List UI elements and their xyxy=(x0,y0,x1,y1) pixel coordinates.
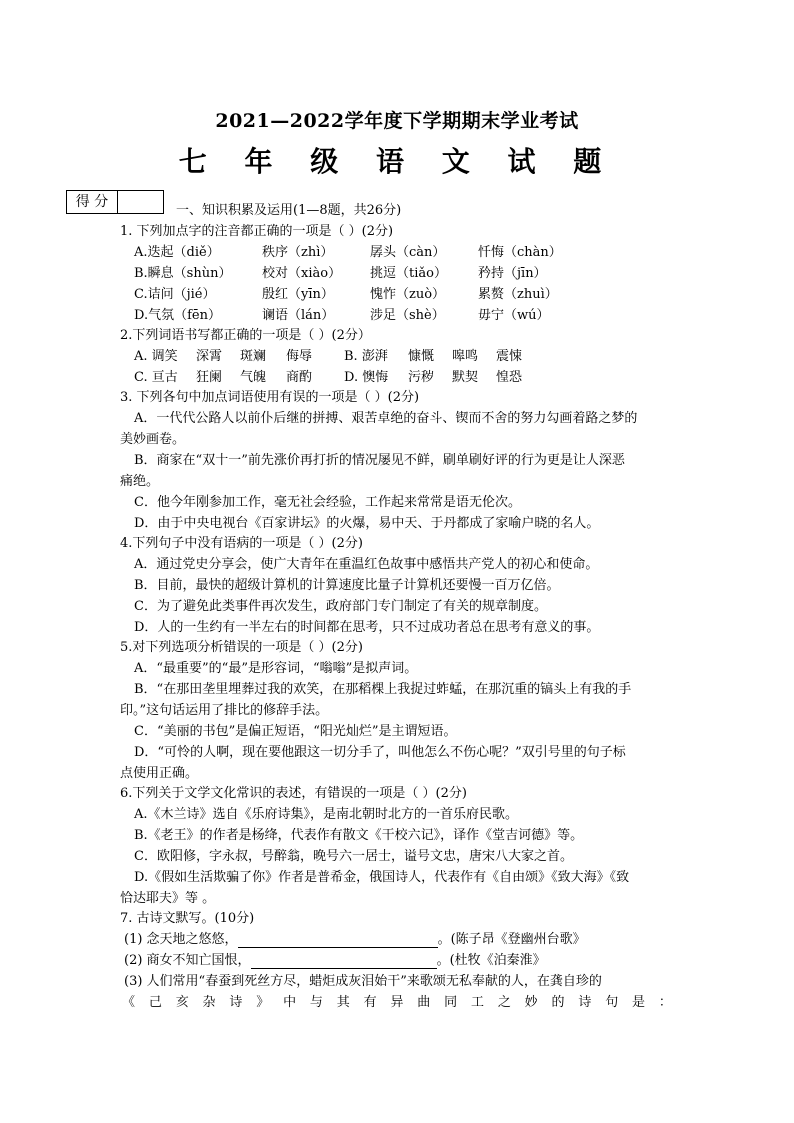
exam-title: 2021—2022学年度下学期期末学业考试 xyxy=(215,110,579,132)
q7-line-1-text: (1) 念天地之悠悠， xyxy=(124,932,238,947)
q1-option-item: 累赘（zhuì） xyxy=(478,287,558,302)
q7-line-4-char: 诗 xyxy=(578,995,592,1010)
q1-option-item: 涉足（shè） xyxy=(370,308,445,323)
q1-stem: 1. 下列加点字的注音都正确的一项是（ ）(2分) xyxy=(120,224,394,239)
q5-option-b-cont: 印。”这句话运用了排比的修辞手法。 xyxy=(120,703,329,718)
q7-line-4-char: 妙 xyxy=(524,995,538,1010)
score-label: 得 分 xyxy=(67,191,118,213)
q1-option-item: B.瞬息（shùn） xyxy=(134,266,232,281)
q7-line-4-char: 同 xyxy=(444,995,458,1010)
q2-option-item: 狂阑 xyxy=(196,370,223,385)
q6-option-c: C．欧阳修，字永叔，号醉翁，晚号六一居士，谥号文忠，唐宋八大家之首。 xyxy=(134,849,573,864)
q2-option-item: 侮辱 xyxy=(286,349,313,364)
q2-option-item: 气魄 xyxy=(240,370,267,385)
q1-option-item: A.迭起（diě） xyxy=(134,245,220,260)
q7-line-4-char: 己 xyxy=(148,995,162,1010)
score-box xyxy=(66,190,164,214)
q7-line-4-char: 《 xyxy=(122,995,136,1010)
q4-option-a: A．通过党史分享会，使广大青年在重温红色故事中感悟共产党人的初心和使命。 xyxy=(134,557,599,572)
q2-option-item: 商酌 xyxy=(286,370,313,385)
q3-option-c: C．他今年刚参加工作，毫无社会经验，工作起来常常是语无伦次。 xyxy=(134,495,521,510)
q7-stem: 7. 古诗文默写。(10分) xyxy=(120,911,255,926)
section-heading: 一、知识积累及运用(1—8题，共26分) xyxy=(176,203,402,218)
q5-option-b: B．“在那田垄里埋葬过我的欢笑，在那稻棵上我捉过蚱蜢，在那沉重的镐头上有我的手 xyxy=(134,682,632,697)
q2-option-item: 污秽 xyxy=(408,370,435,385)
q1-option-item: D.气氛（fēn） xyxy=(134,308,221,323)
q7-line-1-source: 。(陈子昂《登幽州台歌》 xyxy=(437,932,586,947)
q7-line-4-char: 工 xyxy=(470,995,484,1010)
q3-option-b-cont: 痛绝。 xyxy=(120,474,160,489)
q1-option-item: 校对（xiào） xyxy=(262,266,342,281)
q7-blank-2[interactable] xyxy=(251,954,437,969)
q1-option-item: 毋宁（wú） xyxy=(478,308,550,323)
q3-option-a-cont: 美妙画卷。 xyxy=(120,432,186,447)
q6-stem: 6.下列关于文学文化常识的表述，有错误的一项是（ ）(2分) xyxy=(120,786,467,801)
q1-option-item: 愧怍（zuò） xyxy=(370,287,446,302)
q5-stem: 5.对下列选项分析错误的一项是（ ）(2分) xyxy=(120,640,363,655)
q5-option-c: C．“美丽的书包”是偏正短语，“阳光灿烂”是主谓短语。 xyxy=(134,724,457,739)
q7-line-3: (3) 人们常用“春蚕到死丝方尽，蜡炬成灰泪始干”来歌颂无私奉献的人，在龚自珍的 xyxy=(124,974,602,989)
q2-option-item: 震悚 xyxy=(496,349,523,364)
q2-option-item: 嗥鸣 xyxy=(452,349,479,364)
q7-line-4-char: 句 xyxy=(605,995,619,1010)
q1-option-item: 殷红（yīn） xyxy=(262,287,334,302)
q6-option-d-cont: 恰达耶夫》等 。 xyxy=(120,891,216,906)
q7-line-4-char: 异 xyxy=(390,995,404,1010)
q1-option-item: 挑逗（tiǎo） xyxy=(370,266,447,281)
q3-stem: 3. 下列各句中加点词语使用有误的一项是（ ）(2分) xyxy=(120,390,420,405)
q3-option-d: D．由于中央电视台《百家讲坛》的火爆，易中天、于丹都成了家喻户晓的名人。 xyxy=(134,516,600,531)
q7-line-4-char: 其 xyxy=(336,995,350,1010)
q6-option-b: B.《老王》的作者是杨绛，代表作有散文《干校六记》，译作《堂吉诃德》等。 xyxy=(134,828,584,843)
q7-line-4-char: 是 xyxy=(632,995,646,1010)
q6-option-a: A.《木兰诗》选自《乐府诗集》，是南北朝时北方的一首乐府民歌。 xyxy=(134,807,519,822)
q4-option-c: C．为了避免此类事件再次发生，政府部门专门制定了有关的规章制度。 xyxy=(134,599,547,614)
q2-option-item: B. 澎湃 xyxy=(344,349,388,364)
q7-line-2-source: 。(杜牧《泊秦淮》 xyxy=(436,953,546,968)
exam-subtitle: 七 年 级 语 文 试 题 xyxy=(178,145,616,178)
q7-line-4-char: 亥 xyxy=(175,995,189,1010)
q1-option-item: 秩序（zhì） xyxy=(262,245,334,260)
q2-option-item: A. 调笑 xyxy=(134,349,178,364)
q7-line-4-char: 有 xyxy=(363,995,377,1010)
q7-line-1 xyxy=(124,932,586,948)
q7-line-4-char: 之 xyxy=(497,995,511,1010)
q7-line-4-char: 的 xyxy=(551,995,565,1010)
q3-option-a: A．一代代公路人以前仆后继的拼搏、艰苦卓绝的奋斗、锲而不舍的努力勾画着路之梦的 xyxy=(134,411,638,426)
q7-line-4-char: ： xyxy=(658,995,672,1010)
q4-stem: 4.下列句子中没有语病的一项是（ ）(2分) xyxy=(120,536,363,551)
q2-option-item: 慷慨 xyxy=(408,349,435,364)
q7-line-2 xyxy=(124,953,546,969)
q1-option-item: 孱头（càn） xyxy=(370,245,446,260)
q6-option-d: D.《假如生活欺骗了你》作者是普希金，俄国诗人，代表作有《自由颂》《致大海》《致 xyxy=(134,870,630,885)
q7-line-4-char: 》 xyxy=(256,995,270,1010)
q3-option-b: B．商家在“双十一”前先涨价再打折的情况屡见不鲜，刷单刷好评的行为更是让人深恶 xyxy=(134,453,625,468)
q2-stem: 2.下列词语书写都正确的一项是（ ）(2分） xyxy=(120,328,371,343)
q5-option-d: D．“可怜的人啊，现在要他跟这一切分手了，叫他怎么不伤心呢？”双引号里的句子标 xyxy=(134,745,626,760)
q1-option-item: 忏悔（chàn） xyxy=(478,245,562,260)
q2-option-item: 默契 xyxy=(452,370,479,385)
q2-option-item: C. 亘古 xyxy=(134,370,178,385)
q7-line-4-char: 中 xyxy=(283,995,297,1010)
q2-option-item: D. 懊悔 xyxy=(344,370,389,385)
q4-option-d: D．人的一生约有一半左右的时间都在思考，只不过成功者总在思考有意义的事。 xyxy=(134,620,600,635)
q1-option-item: 谰语（lán） xyxy=(262,308,335,323)
q4-option-b: B．目前，最快的超级计算机的计算速度比量子计算机还要慢一百万亿倍。 xyxy=(134,578,560,593)
q7-line-4 xyxy=(122,995,672,1011)
q2-option-item: 深霄 xyxy=(196,349,223,364)
q2-option-item: 斑斓 xyxy=(240,349,267,364)
q1-option-item: 矜持（jīn） xyxy=(478,266,547,281)
q1-option-item: C.诘问（jié） xyxy=(134,287,216,302)
q7-line-4-char: 与 xyxy=(309,995,323,1010)
q7-line-4-char: 曲 xyxy=(417,995,431,1010)
q2-option-item: 惶恐 xyxy=(496,370,523,385)
q7-line-2-text: (2) 商女不知亡国恨， xyxy=(124,953,251,968)
q7-line-4-char: 杂 xyxy=(202,995,216,1010)
q7-line-4-char: 诗 xyxy=(229,995,243,1010)
q7-blank-1[interactable] xyxy=(238,933,438,948)
q5-option-d-cont: 点使用正确。 xyxy=(120,766,199,781)
q5-option-a: A．“最重要”的“最”是形容词，“嗡嗡”是拟声词。 xyxy=(134,661,418,676)
